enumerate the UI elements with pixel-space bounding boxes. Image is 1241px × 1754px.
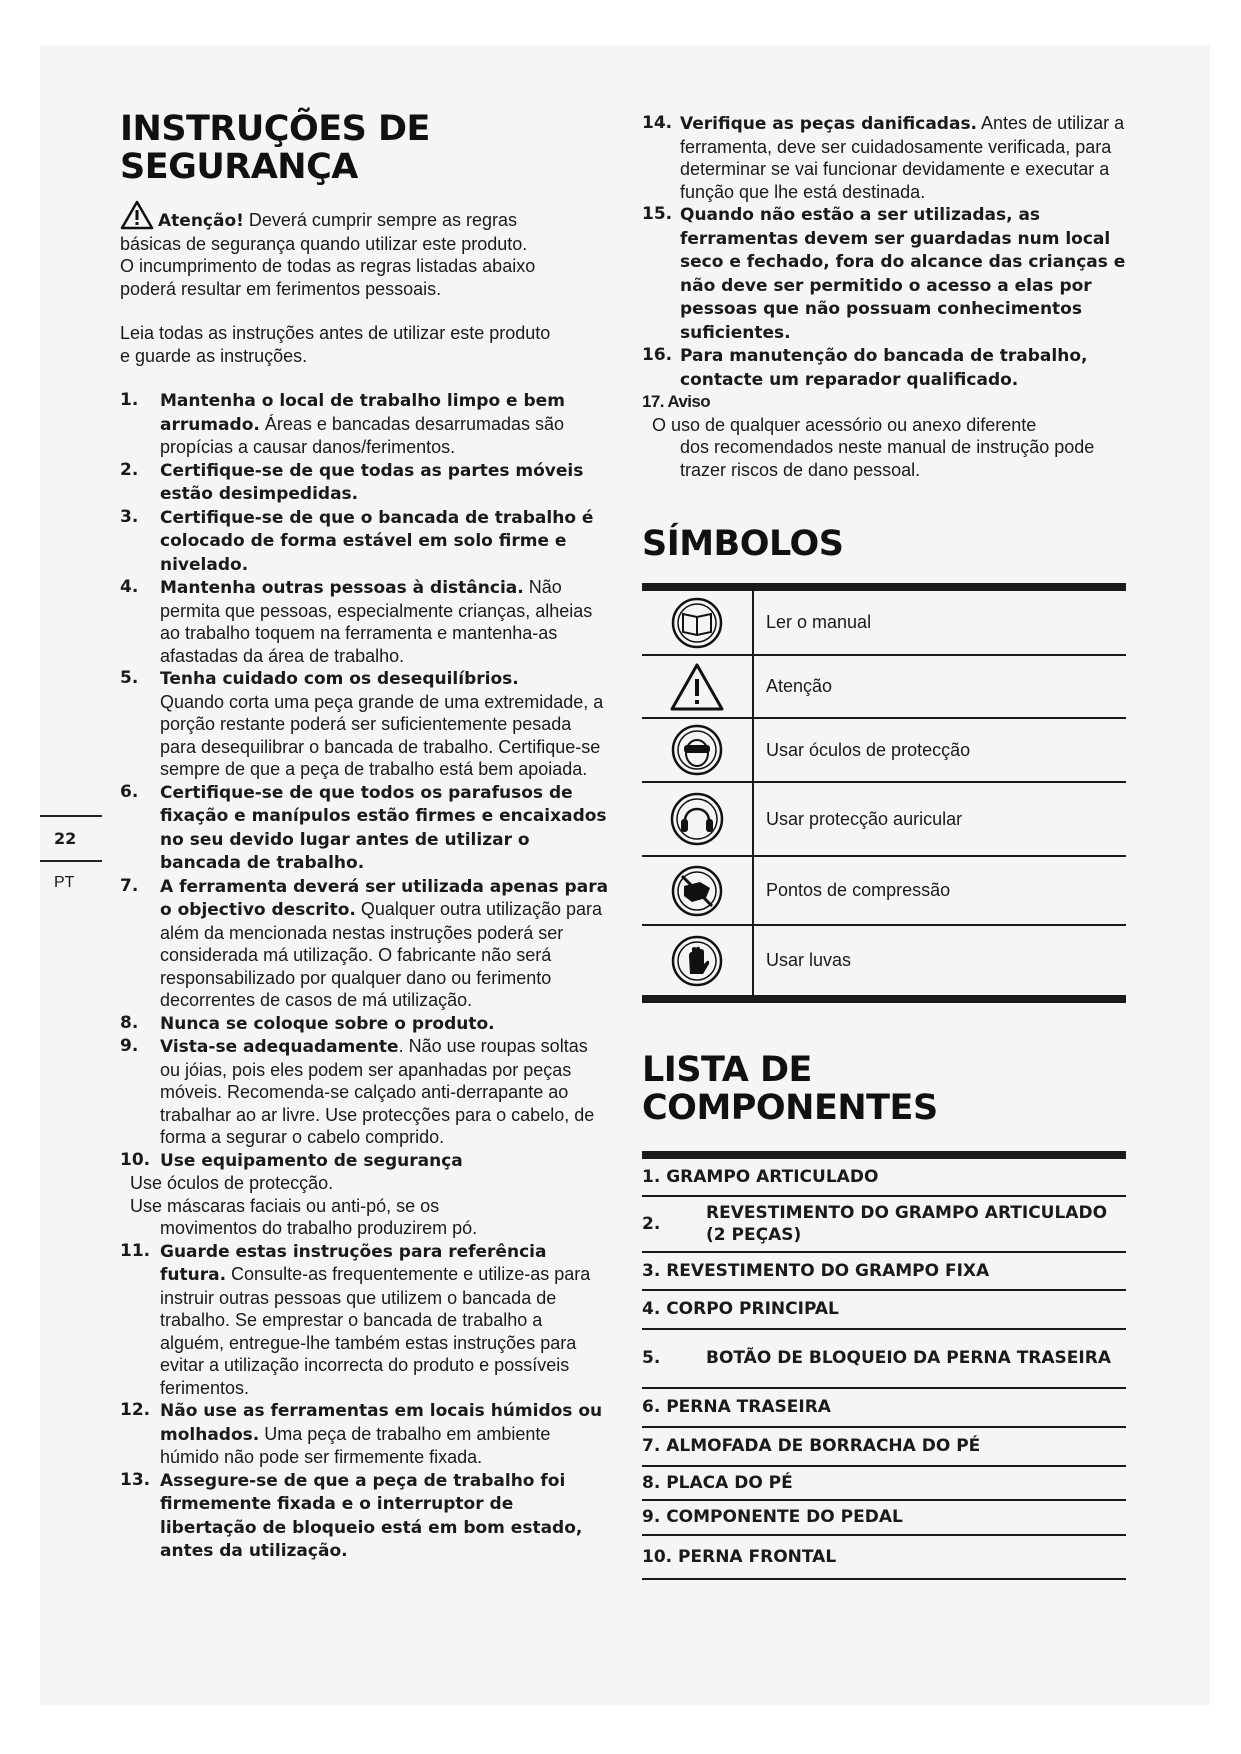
read-instructions-paragraph: Leia todas as instruções antes de utilizar este produto e guarde as instruções. <box>120 323 551 366</box>
component-row: 4. CORPO PRINCIPAL <box>642 1291 1126 1330</box>
rule-item: 12. Não use as ferramentas em locais húmidos ou molhados. Uma peça de trabalho em ambiente húmido não pode ser firmemente fixada. <box>120 1400 603 1467</box>
safety-title: INSTRUÇÕES DE SEGURANÇA <box>120 109 430 187</box>
rule-item: 2. Certifique-se de que todas as partes móveis estão desimpedidas. <box>120 459 584 504</box>
aviso-heading: 17. Aviso <box>642 392 710 411</box>
component-row: 5. BOTÃO DE BLOQUEIO DA PERNA TRASEIRA <box>642 1330 1126 1389</box>
rule-item: 14. Verifique as peças danificadas. Antes de utilizar a ferramenta, deve ser cuidadosamente verificada, para determinar se vai funcionar devidamente e executar a função que lhe está destinada. <box>642 113 1125 202</box>
right-column <box>642 112 1130 1580</box>
warning-paragraph: Atenção! Deverá cumprir sempre as regras básicas de segurança quando utilizar este produto. O incumprimento de todas as regras listadas abaixo poderá resultar em ferimentos pessoais. <box>120 200 610 300</box>
symbol-label: Usar óculos de protecção <box>766 739 971 760</box>
pinch-point-icon <box>642 857 754 924</box>
warning-label: Atenção! <box>158 211 244 231</box>
warning-triangle-icon <box>120 200 154 230</box>
symbol-label: Ler o manual <box>766 612 872 632</box>
components-table <box>642 1151 1126 1580</box>
rule-item: 8. Nunca se coloque sobre o produto. <box>120 1012 495 1034</box>
symbol-row <box>642 591 1126 656</box>
safety-goggles-icon <box>642 719 754 781</box>
rule-item: 15. Quando não estão a ser utilizadas, as ferramentas devem ser guardadas num local seco e fechado, fora do alcance das crianças e não deve ser permitido o acesso a elas por pessoas que não possuam conhecimentos suficientes. <box>642 204 1126 343</box>
symbols-title: SÍMBOLOS <box>642 524 844 564</box>
rule-item: 1. Mantenha o local de trabalho limpo e bem arrumado. Áreas e bancadas desarrumadas são propícias a causar danos/ferimentos. <box>120 390 565 457</box>
rule-item: 10. Use equipamento de segurança Use óculos de protecção. Use máscaras faciais ou anti-pó, se os movimentos do trabalho produzirem pó. <box>120 1149 478 1238</box>
warning-triangle-icon <box>642 656 754 717</box>
symbol-row <box>642 719 1126 783</box>
component-row: 10. PERNA FRONTAL <box>642 1536 1126 1580</box>
symbol-label: Atenção <box>766 676 833 696</box>
component-row: 8. PLACA DO PÉ <box>642 1467 1126 1501</box>
component-row: 6. PERNA TRASEIRA <box>642 1389 1126 1428</box>
symbols-table <box>642 583 1126 1003</box>
symbol-row <box>642 783 1126 857</box>
component-row: 9. COMPONENTE DO PEDAL <box>642 1501 1126 1536</box>
read-manual-icon <box>642 591 754 654</box>
safety-instructions-column <box>120 110 610 1563</box>
safety-rules-list <box>120 389 610 1563</box>
symbol-row <box>642 857 1126 926</box>
rule-item: 11. Guarde estas instruções para referência futura. Consulte-as frequentemente e utilize-as para instruir outras pessoas que utilizem o bancada de trabalho. Se emprestar o bancada de trabalho a alguém, entregue-lhe também estas instruções para evitar a utilização incorrecta do produto e possíveis ferimentos. <box>120 1240 591 1398</box>
components-title: LISTA DE COMPONENTES <box>642 1050 938 1128</box>
rule-item: 4. Mantenha outras pessoas à distância. Não permita que pessoas, especialmente crianças, alheias ao trabalho toquem na ferramenta e mantenha-as afastadas da área de trabalho. <box>120 577 593 666</box>
symbol-row <box>642 656 1126 719</box>
page-number: 22 <box>54 829 77 848</box>
component-row: 3. REVESTIMENTO DO GRAMPO FIXA <box>642 1253 1126 1291</box>
symbol-label: Usar luvas <box>766 950 852 970</box>
symbol-row <box>642 926 1126 995</box>
rule-item: 3. Certifique-se de que o bancada de trabalho é colocado de forma estável em solo firme e nivelado. <box>120 506 594 575</box>
ear-protection-icon <box>642 783 754 855</box>
rule-item: 6. Certifique-se de que todos os parafusos de fixação e manípulos estão firmes e encaixados no seu devido lugar antes de utilizar o bancada de trabalho. <box>120 781 607 873</box>
rule-item: 9. Vista-se adequadamente. Não use roupas soltas ou jóias, pois eles podem ser apanhadas por peças móveis. Recomenda-se calçado anti-derrapante ao trabalhar ao ar livre. Use protecções para o cabelo, de forma a segurar o cabelo comprido. <box>120 1036 595 1147</box>
symbol-label: Usar protecção auricular <box>766 808 963 829</box>
rule-item: 13. Assegure-se de que a peça de trabalho foi firmemente fixada e o interruptor de libertação de bloqueio está em bom estado, antes da utilização. <box>120 1469 583 1561</box>
rule-item: 7. A ferramenta deverá ser utilizada apenas para o objectivo descrito. Qualquer outra utilização para além da mencionada nestas instruções poderá ser considerada má utilização. O fabricante não será responsabilizado por qualquer dano ou ferimento decorrentes de casos de má utilização. <box>120 875 609 1010</box>
gloves-icon <box>642 926 754 995</box>
symbol-label: Pontos de compressão <box>766 880 951 900</box>
component-row: 2. REVESTIMENTO DO GRAMPO ARTICULADO (2 PEÇAS) <box>642 1197 1126 1253</box>
rule-item: 5. Tenha cuidado com os desequilíbrios. Quando corta uma peça grande de uma extremidade, a porção restante poderá ser suficientemente pesada para desequilibrar o bancada de trabalho. Certifique-se sempre de que a peça de trabalho está bem apoiada. <box>120 668 604 779</box>
component-row: 1. GRAMPO ARTICULADO <box>642 1159 1126 1197</box>
safety-rules-list-continued <box>642 112 1130 391</box>
rule-item: 16. Para manutenção do bancada de trabalho, contacte um reparador qualificado. <box>642 345 1088 390</box>
aviso-item: 17. Aviso O uso de qualquer acessório ou anexo diferente dos recomendados neste manual de instrução pode trazer riscos de dano pessoal. <box>642 391 1130 481</box>
language-code: PT <box>54 874 75 891</box>
component-row: 7. ALMOFADA DE BORRACHA DO PÉ <box>642 1428 1126 1467</box>
page-number-block <box>40 815 102 892</box>
